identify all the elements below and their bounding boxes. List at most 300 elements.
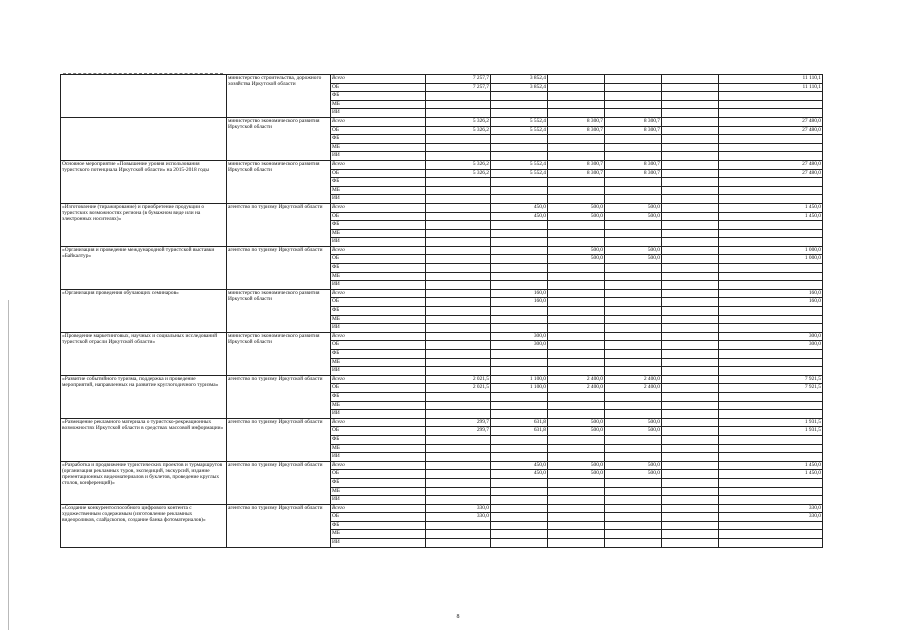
value-cell: [491, 186, 548, 195]
value-cell: [491, 92, 548, 101]
value-cell: 500,0: [605, 470, 662, 479]
event-cell: «Размещение рекламного материала о туристско-рекреационных возможностях Иркутской области в средствах массовой информации»: [61, 418, 227, 461]
total-value-cell: [719, 350, 823, 359]
value-cell: [548, 341, 605, 350]
funding-source-cell: Всего: [331, 332, 426, 341]
value-cell: [491, 255, 548, 264]
value-cell: [426, 341, 491, 350]
value-cell: 450,0: [491, 470, 548, 479]
value-cell: [605, 229, 662, 238]
value-cell: 500,0: [548, 203, 605, 212]
funding-source-cell: ОБ: [331, 212, 426, 221]
value-cell: [662, 246, 719, 255]
total-value-cell: 330,0: [719, 504, 823, 513]
table-row-total: [61, 203, 823, 212]
value-cell: [491, 152, 548, 161]
value-cell: [426, 392, 491, 401]
value-cell: [548, 504, 605, 513]
funding-source-cell: МБ: [331, 100, 426, 109]
value-cell: [662, 401, 719, 410]
value-cell: [548, 307, 605, 316]
funding-source-cell: ИИ: [331, 539, 426, 548]
value-cell: [491, 178, 548, 187]
funding-source-cell: ИИ: [331, 281, 426, 290]
value-cell: [662, 212, 719, 221]
value-cell: 8 300,7: [548, 160, 605, 169]
value-cell: [426, 470, 491, 479]
table-row-total: [61, 418, 823, 427]
funding-source-cell: ФБ: [331, 521, 426, 530]
value-cell: [548, 521, 605, 530]
value-cell: [426, 410, 491, 419]
value-cell: [662, 470, 719, 479]
value-cell: [662, 307, 719, 316]
value-cell: 631,8: [491, 418, 548, 427]
value-cell: 5 326,2: [426, 126, 491, 135]
event-cell: [61, 75, 227, 118]
funding-source-cell: Всего: [331, 461, 426, 470]
value-cell: 5 552,4: [491, 160, 548, 169]
value-cell: [548, 92, 605, 101]
value-cell: 2 400,0: [548, 375, 605, 384]
funding-source-cell: ИИ: [331, 367, 426, 376]
value-cell: [605, 358, 662, 367]
value-cell: [662, 203, 719, 212]
value-cell: [491, 367, 548, 376]
total-value-cell: [719, 435, 823, 444]
value-cell: 450,0: [491, 203, 548, 212]
value-cell: [662, 109, 719, 118]
value-cell: [662, 453, 719, 462]
value-cell: [491, 246, 548, 255]
value-cell: [662, 341, 719, 350]
value-cell: [426, 212, 491, 221]
value-cell: 8 300,7: [548, 117, 605, 126]
funding-source-cell: ФБ: [331, 435, 426, 444]
value-cell: [605, 195, 662, 204]
value-cell: [605, 289, 662, 298]
value-cell: [548, 350, 605, 359]
value-cell: [426, 143, 491, 152]
total-value-cell: 7 921,5: [719, 375, 823, 384]
value-cell: 2 021,5: [426, 384, 491, 393]
value-cell: [548, 496, 605, 505]
value-cell: [426, 264, 491, 273]
value-cell: [426, 367, 491, 376]
page-number: 8: [456, 614, 460, 620]
value-cell: 7 257,7: [426, 83, 491, 92]
value-cell: 3 852,4: [491, 83, 548, 92]
value-cell: [662, 135, 719, 144]
value-cell: [426, 135, 491, 144]
total-value-cell: [719, 324, 823, 333]
total-value-cell: 27 480,0: [719, 126, 823, 135]
value-cell: [662, 504, 719, 513]
value-cell: [548, 444, 605, 453]
value-cell: [548, 410, 605, 419]
total-value-cell: [719, 410, 823, 419]
value-cell: [548, 83, 605, 92]
event-cell: «Создание конкурентоспособного цифрового контента с художественным содержимым (изготовление рекламных видеороликов, слайдскопов, создание банка фотоматериалов)»: [61, 504, 227, 547]
table-row-total: [61, 75, 823, 84]
funding-source-cell: ОБ: [331, 427, 426, 436]
value-cell: 160,0: [491, 289, 548, 298]
total-value-cell: [719, 100, 823, 109]
value-cell: [491, 324, 548, 333]
funding-source-cell: ФБ: [331, 307, 426, 316]
value-cell: 500,0: [548, 418, 605, 427]
funding-source-cell: ИИ: [331, 195, 426, 204]
value-cell: [548, 152, 605, 161]
value-cell: [605, 513, 662, 522]
total-value-cell: 27 480,0: [719, 117, 823, 126]
value-cell: [662, 160, 719, 169]
value-cell: [662, 264, 719, 273]
total-value-cell: 11 110,1: [719, 75, 823, 84]
funding-source-cell: ИИ: [331, 324, 426, 333]
table-row-total: [61, 289, 823, 298]
value-cell: 299,7: [426, 427, 491, 436]
value-cell: [662, 143, 719, 152]
funding-table: [60, 74, 823, 548]
value-cell: 2 400,0: [548, 384, 605, 393]
value-cell: [662, 221, 719, 230]
total-value-cell: [719, 392, 823, 401]
value-cell: 500,0: [605, 212, 662, 221]
value-cell: [491, 221, 548, 230]
value-cell: [662, 539, 719, 548]
value-cell: [605, 221, 662, 230]
funding-source-cell: МБ: [331, 444, 426, 453]
value-cell: [662, 418, 719, 427]
value-cell: [426, 315, 491, 324]
organization-cell: министерство строительства, дорожного хозяйства Иркутской области: [227, 75, 331, 118]
value-cell: [605, 504, 662, 513]
value-cell: [548, 539, 605, 548]
value-cell: [605, 272, 662, 281]
value-cell: [426, 281, 491, 290]
funding-source-cell: ОБ: [331, 470, 426, 479]
total-value-cell: 1 450,0: [719, 212, 823, 221]
value-cell: [662, 272, 719, 281]
value-cell: [605, 100, 662, 109]
value-cell: [662, 126, 719, 135]
value-cell: [662, 238, 719, 247]
value-cell: [662, 332, 719, 341]
funding-source-cell: МБ: [331, 272, 426, 281]
total-value-cell: 300,0: [719, 341, 823, 350]
value-cell: [426, 350, 491, 359]
value-cell: [548, 281, 605, 290]
funding-source-cell: ФБ: [331, 178, 426, 187]
value-cell: [548, 298, 605, 307]
value-cell: [605, 315, 662, 324]
funding-source-cell: МБ: [331, 487, 426, 496]
funding-source-cell: ИИ: [331, 453, 426, 462]
value-cell: [491, 272, 548, 281]
value-cell: [605, 152, 662, 161]
table-row-total: [61, 461, 823, 470]
total-value-cell: [719, 315, 823, 324]
value-cell: [426, 358, 491, 367]
total-value-cell: [719, 229, 823, 238]
total-value-cell: [719, 186, 823, 195]
value-cell: [491, 281, 548, 290]
funding-source-cell: ФБ: [331, 135, 426, 144]
value-cell: [491, 392, 548, 401]
funding-source-cell: Всего: [331, 418, 426, 427]
value-cell: 5 326,2: [426, 160, 491, 169]
value-cell: [662, 478, 719, 487]
value-cell: [605, 487, 662, 496]
value-cell: [662, 410, 719, 419]
value-cell: [491, 100, 548, 109]
value-cell: 500,0: [548, 246, 605, 255]
value-cell: [605, 75, 662, 84]
value-cell: [605, 350, 662, 359]
value-cell: 8 300,7: [605, 126, 662, 135]
funding-source-cell: Всего: [331, 75, 426, 84]
value-cell: [605, 367, 662, 376]
total-value-cell: 300,0: [719, 332, 823, 341]
value-cell: 330,0: [426, 513, 491, 522]
value-cell: [662, 392, 719, 401]
organization-cell: агентство по туризму Иркутской области: [227, 375, 331, 418]
value-cell: [662, 229, 719, 238]
value-cell: [605, 186, 662, 195]
value-cell: [491, 487, 548, 496]
funding-source-cell: ОБ: [331, 169, 426, 178]
funding-source-cell: ФБ: [331, 350, 426, 359]
value-cell: [662, 496, 719, 505]
value-cell: [605, 281, 662, 290]
value-cell: 500,0: [548, 212, 605, 221]
value-cell: 5 326,2: [426, 117, 491, 126]
scan-margin-line: [8, 300, 9, 630]
value-cell: 8 300,7: [605, 117, 662, 126]
total-value-cell: 1 931,5: [719, 427, 823, 436]
value-cell: [426, 186, 491, 195]
total-value-cell: 330,0: [719, 513, 823, 522]
value-cell: [548, 435, 605, 444]
total-value-cell: 160,0: [719, 298, 823, 307]
total-value-cell: 1 450,0: [719, 461, 823, 470]
value-cell: [605, 410, 662, 419]
value-cell: [605, 307, 662, 316]
funding-source-cell: МБ: [331, 530, 426, 539]
funding-source-cell: Всего: [331, 117, 426, 126]
event-cell: Основное мероприятие «Повышение уровня использования туристского потенциала Иркутской области» на 2015-2018 годы: [61, 160, 227, 203]
value-cell: [548, 401, 605, 410]
value-cell: [491, 513, 548, 522]
value-cell: [426, 238, 491, 247]
value-cell: 500,0: [548, 461, 605, 470]
event-cell: «Организация и проведение международной туристской выставки «Байкалтур»: [61, 246, 227, 289]
value-cell: [605, 478, 662, 487]
funding-source-cell: ОБ: [331, 83, 426, 92]
value-cell: [426, 478, 491, 487]
value-cell: 5 552,4: [491, 117, 548, 126]
total-value-cell: [719, 143, 823, 152]
total-value-cell: 1 931,5: [719, 418, 823, 427]
value-cell: 3 852,4: [491, 75, 548, 84]
organization-cell: агентство по туризму Иркутской области: [227, 504, 331, 547]
value-cell: [662, 100, 719, 109]
total-value-cell: [719, 221, 823, 230]
total-value-cell: 1 000,0: [719, 246, 823, 255]
value-cell: 500,0: [548, 470, 605, 479]
value-cell: [605, 435, 662, 444]
total-value-cell: [719, 453, 823, 462]
table-row-total: [61, 246, 823, 255]
value-cell: [491, 358, 548, 367]
value-cell: [662, 169, 719, 178]
event-cell: «Разработка и продвижение туристических проектов и турмаршрутов (организация рекламных туров, экспедиций, экскурсий, издание презентационных видеоматериалов и буклетов, проведение круглых столов, конференций)»: [61, 461, 227, 504]
value-cell: [605, 444, 662, 453]
table-row-total: [61, 375, 823, 384]
funding-source-cell: МБ: [331, 315, 426, 324]
total-value-cell: 1 450,0: [719, 470, 823, 479]
value-cell: [548, 100, 605, 109]
value-cell: [491, 135, 548, 144]
value-cell: 5 552,4: [491, 169, 548, 178]
total-value-cell: [719, 92, 823, 101]
value-cell: 8 300,7: [605, 169, 662, 178]
value-cell: [605, 238, 662, 247]
total-value-cell: [719, 358, 823, 367]
value-cell: [426, 203, 491, 212]
value-cell: [605, 453, 662, 462]
value-cell: [426, 195, 491, 204]
funding-source-cell: ИИ: [331, 496, 426, 505]
value-cell: [548, 238, 605, 247]
total-value-cell: 11 110,1: [719, 83, 823, 92]
value-cell: 8 300,7: [548, 126, 605, 135]
organization-cell: агентство по туризму Иркутской области: [227, 203, 331, 246]
organization-cell: агентство по туризму Иркутской области: [227, 461, 331, 504]
table-row-total: [61, 160, 823, 169]
value-cell: [605, 392, 662, 401]
funding-source-cell: ИИ: [331, 410, 426, 419]
total-value-cell: [719, 487, 823, 496]
value-cell: [491, 109, 548, 118]
value-cell: [605, 109, 662, 118]
funding-source-cell: ОБ: [331, 126, 426, 135]
funding-source-cell: ФБ: [331, 92, 426, 101]
value-cell: [491, 307, 548, 316]
funding-source-cell: ИИ: [331, 109, 426, 118]
value-cell: [426, 298, 491, 307]
value-cell: [548, 332, 605, 341]
value-cell: [491, 238, 548, 247]
funding-source-cell: ОБ: [331, 298, 426, 307]
value-cell: [662, 521, 719, 530]
organization-cell: министерство экономического развития Иркутской области: [227, 289, 331, 332]
total-value-cell: 7 921,5: [719, 384, 823, 393]
value-cell: [548, 135, 605, 144]
value-cell: [605, 530, 662, 539]
event-cell: [61, 117, 227, 160]
funding-source-cell: ФБ: [331, 264, 426, 273]
value-cell: 500,0: [605, 246, 662, 255]
value-cell: [605, 332, 662, 341]
value-cell: [548, 186, 605, 195]
value-cell: [426, 461, 491, 470]
value-cell: [426, 530, 491, 539]
value-cell: [491, 315, 548, 324]
value-cell: [491, 195, 548, 204]
value-cell: [426, 401, 491, 410]
value-cell: [662, 83, 719, 92]
value-cell: [605, 83, 662, 92]
total-value-cell: 1 000,0: [719, 255, 823, 264]
total-value-cell: [719, 238, 823, 247]
value-cell: 450,0: [491, 212, 548, 221]
total-value-cell: [719, 264, 823, 273]
funding-source-cell: Всего: [331, 160, 426, 169]
value-cell: [426, 229, 491, 238]
event-cell: «Проведение маркетинговых, научных и социальных исследований туристской отрасли Иркутской области»: [61, 332, 227, 375]
value-cell: [426, 246, 491, 255]
value-cell: [605, 401, 662, 410]
value-cell: [605, 143, 662, 152]
funding-source-cell: Всего: [331, 375, 426, 384]
value-cell: 5 552,4: [491, 126, 548, 135]
funding-source-cell: ФБ: [331, 478, 426, 487]
value-cell: 2 400,0: [605, 375, 662, 384]
value-cell: [662, 358, 719, 367]
value-cell: 500,0: [605, 203, 662, 212]
value-cell: 500,0: [605, 418, 662, 427]
value-cell: [662, 289, 719, 298]
value-cell: [548, 178, 605, 187]
value-cell: [491, 521, 548, 530]
value-cell: 500,0: [548, 427, 605, 436]
value-cell: 8 300,7: [605, 160, 662, 169]
value-cell: 2 021,5: [426, 375, 491, 384]
event-cell: «Изготовление (тиражирование) и приобретение продукции о туристских возможностях региона (в бумажном виде или на электронных носителях)»: [61, 203, 227, 246]
value-cell: [605, 135, 662, 144]
value-cell: [426, 332, 491, 341]
value-cell: [548, 315, 605, 324]
value-cell: [491, 435, 548, 444]
value-cell: [426, 307, 491, 316]
total-value-cell: [719, 521, 823, 530]
value-cell: [662, 367, 719, 376]
value-cell: [662, 255, 719, 264]
funding-source-cell: ИИ: [331, 238, 426, 247]
organization-cell: агентство по туризму Иркутской области: [227, 418, 331, 461]
value-cell: [426, 435, 491, 444]
funding-source-cell: Всего: [331, 246, 426, 255]
value-cell: [548, 530, 605, 539]
total-value-cell: [719, 496, 823, 505]
value-cell: 1 100,0: [491, 375, 548, 384]
value-cell: 500,0: [605, 461, 662, 470]
value-cell: [662, 350, 719, 359]
value-cell: [426, 487, 491, 496]
funding-source-cell: МБ: [331, 229, 426, 238]
total-value-cell: [719, 178, 823, 187]
value-cell: [491, 401, 548, 410]
event-cell: «Организация проведения обучающих семинаров»: [61, 289, 227, 332]
funding-source-cell: ОБ: [331, 255, 426, 264]
value-cell: [662, 435, 719, 444]
value-cell: [605, 178, 662, 187]
funding-source-cell: МБ: [331, 186, 426, 195]
funding-source-cell: МБ: [331, 358, 426, 367]
table-row-total: [61, 332, 823, 341]
